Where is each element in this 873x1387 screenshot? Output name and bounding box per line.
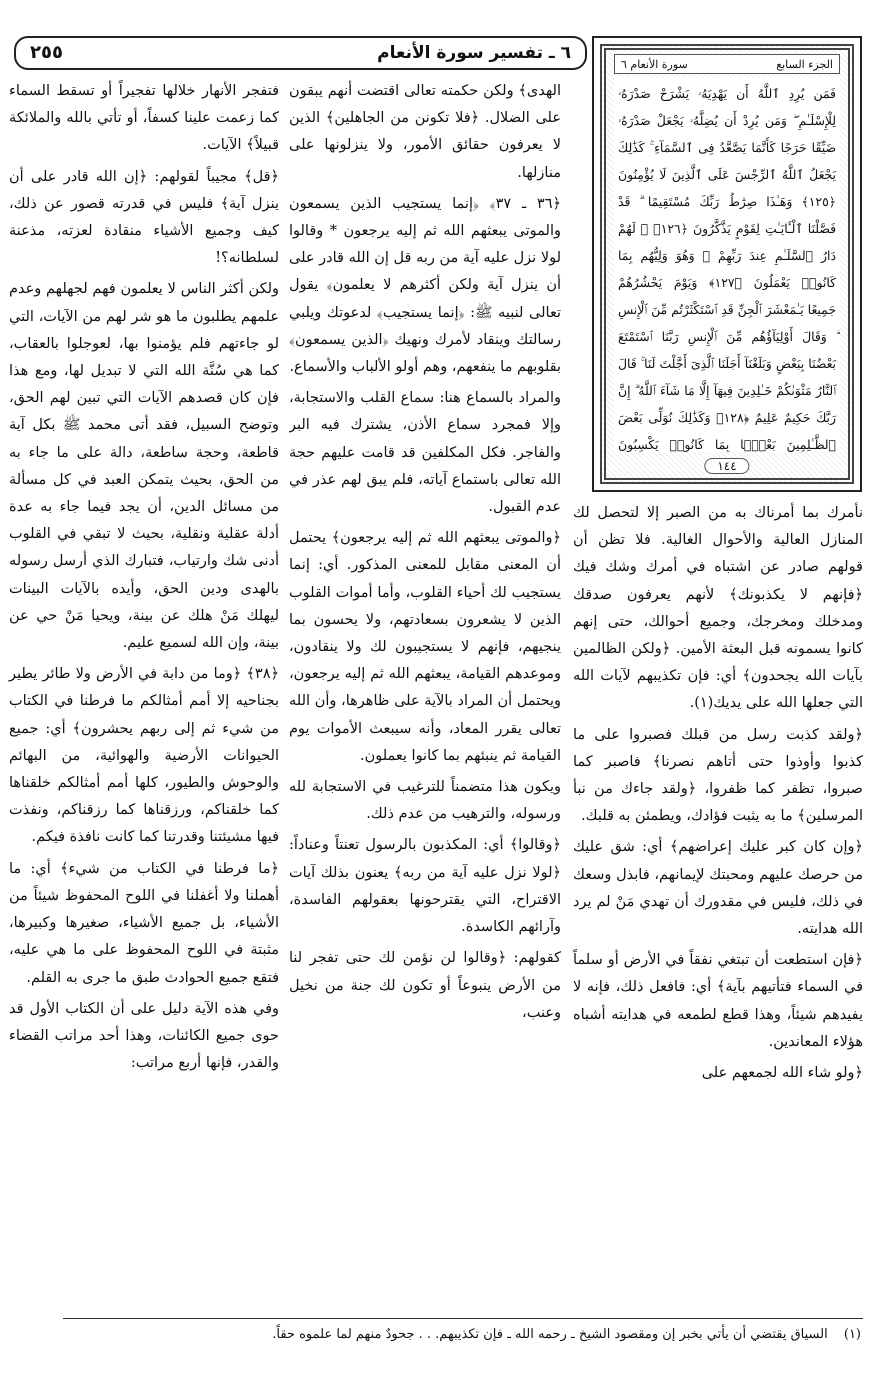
paragraph: فتفجر الأنهار خلالها تفجيراً أو تسقط السماء كما زعمت علينا كسفاً، أو تأتي بالله والملائكة قبيلاً﴾ الآيات.: [9, 83, 279, 154]
paragraph: ويكون هذا متضمناً للترغيب في الاستجابة لله ورسوله، والترهيب من عدم ذلك.: [289, 779, 561, 823]
paragraph: ﴿قل﴾ مجيباً لقولهم: ﴿إن الله قادر على أن ينزل آية﴾ فليس في قدرته قصور عن ذلك، كيف وجميع الأشياء منقادة لعزته، مذعنة لسلطانه؟!: [9, 168, 279, 267]
paragraph: ﴿٣٨﴾ ﴿وما من دابة في الأرض ولا طائر يطير بجناحيه إلا أمم أمثالكم ما فرطنا في الكتاب من شيء ثم إلى ربهم يحشرون﴾ أي: جميع الحيوانات الأرضية والهوائية، من البهائم والوحوش والطيور، كلها أمم أمثالكم خلقناها كما خلقناكم، ورزقناها كما رزقناكم، ونفذت فيها مشيئتنا وقدرتنا كما كانت نافذة فيكم.: [9, 666, 279, 846]
paragraph: ﴿ولو شاء الله لجمعهم على: [701, 1065, 863, 1082]
paragraph: ﴿والموتى يبعثهم الله ثم إليه يرجعون﴾ يحتمل أن المعنى مقابل للمعنى المذكور. أي: إنما يستجيب لك أحياء القلوب، وأما أموات القلوب الذين لا يشعرون بسعادتهم، ولا يحسون بما ينجيهم، فإنهم لا يستجيبون لك ولا ينقادون، وموعدهم القيامة، يبعثهم الله ثم إليه يرجعون، ويحتمل أن المراد بالآية على ظاهرها، وأن الله تعالى يقرر المعاد، وأنه سيبعث الأموات يوم القيامة ثم ينبئهم بما كانوا يعملون.: [289, 530, 561, 764]
mushaf-page-number: ١٤٤: [704, 458, 749, 474]
paragraph: ﴿وإن كان كبر عليك إعراضهم﴾ أي: شق عليك من حرصك عليهم ومحبتك لإيمانهم، فابذل وسعك في ذلك، فليس في مقدورك أن تهدي مَنْ لم يرد الله هدايته.: [573, 839, 863, 938]
column-right: [573, 500, 863, 1272]
footnote-number: (١): [843, 1327, 861, 1342]
page-number: ٢٥٥: [30, 42, 63, 63]
footnote-text: السياق يقتضي أن يأتي بخبر إن ومقصود الشيخ ـ رحمه الله ـ فإن تكذيبهم. . . جحودٌ منهم لما علموه حقاً.: [272, 1327, 828, 1342]
running-title: ٦ ـ تفسير سورة الأنعام: [377, 43, 571, 63]
paragraph: الهدى﴾ ولكن حكمته تعالى اقتضت أنهم يبقون على الضلال. ﴿فلا تكونن من الجاهلين﴾ الذين لا يعرفون حقائق الأمور، ولا ينزلونها على منازلها.: [289, 83, 561, 181]
quran-ornamental-border: [600, 44, 854, 484]
column-left: [1, 78, 279, 1272]
paragraph: والمراد بالسماع هنا: سماع القلب والاستجابة، وإلا فمجرد سماع الأذن، يشترك فيه البر والفاجر. فكل المكلفين قد قامت عليهم حجة الله تعالى باستماع آياته، فلم يبق لهم عذر في عدم القبول.: [289, 390, 561, 516]
paragraph: نأمرك بما أمرناك به من الصبر إلا لتحصل لك المنازل العالية والأحوال الغالية. فلا تظن أن قولهم صادر عن اشتباه في أمرك وشك فيك ﴿فإنهم لا يكذبونك﴾ لأنهم يعرفون صدقك ومدخلك ومخرجك، وجميع أحوالك، حتى إنهم كانوا يسمونه قبل البعثة الأمين. ﴿ولكن الظالمين بآيات الله يجحدون﴾ أي: فإن تكذيبهم لآيات الله التي جعلها الله على يديك(١).: [573, 505, 863, 712]
paragraph: ﴿ولقد كذبت رسل من قبلك فصبروا على ما كذبوا وأوذوا حتى أتاهم نصرنا﴾ فاصبر كما صبروا، تظفر كما ظفروا، ﴿ولقد جاءك من نبأ المرسلين﴾ ما به يثبت فؤادك، ويطمئن به قلبك.: [573, 726, 863, 825]
page-header: [14, 36, 587, 70]
column-middle: [289, 78, 561, 1272]
paragraph: ﴿ما فرطنا في الكتاب من شيء﴾ أي: ما أهملنا ولا أغفلنا في اللوح المحفوظ شيئاً من الأشياء، بل جميع الأشياء، صغيرها وكبيرها، مثبتة في اللوح المحفوظ على ما هي عليه، فتقع جميع الحوادث طبق ما جرى به القلم.: [9, 860, 279, 986]
quran-verses: فَمَن يُرِدِ ٱللَّهُ أَن يَهْدِيَهُۥ يَشْرَحْ صَدْرَهُۥ لِلْإِسْلَـٰمِ ۖ وَمَن يُرِدْ أَن يُضِلَّهُۥ يَجْعَلْ صَدْرَهُۥ ضَيِّقًا حَرَجًا كَأَنَّمَا يَصَّعَّدُ فِى ٱلسَّمَآءِ ۚ كَذَٰلِكَ يَجْعَلُ ٱللَّهُ ٱلرِّجْسَ عَلَى ٱلَّذِينَ لَا يُؤْمِنُونَ ﴿١٢٥﴾ وَهَـٰذَا صِرَٰطُ رَبِّكَ مُسْتَقِيمًا ۗ قَدْ فَصَّلْنَا ٱلْـَٔايَـٰتِ لِقَوْمٍ يَذَّكَّرُونَ ﴿١٢٦﴾ ۞ لَهُمْ دَارُ ٱلسَّلَـٰمِ عِندَ رَبِّهِمْ ۖ وَهُوَ وَلِيُّهُم بِمَا كَانُوا۟ يَعْمَلُونَ ﴿١٢٧﴾ وَيَوْمَ يَحْشُرُهُمْ جَمِيعًا يَـٰمَعْشَرَ ٱلْجِنِّ قَدِ ٱسْتَكْثَرْتُم مِّنَ ٱلْإِنسِ ۖ وَقَالَ أَوْلِيَآؤُهُم مِّنَ ٱلْإِنسِ رَبَّنَا ٱسْتَمْتَعَ بَعْضُنَا بِبَعْضٍ وَبَلَغْنَآ أَجَلَنَا ٱلَّذِىٓ أَجَّلْتَ لَنَا ۚ قَالَ ٱلنَّارُ مَثْوَىٰكُمْ خَـٰلِدِينَ فِيهَآ إِلَّا مَا شَآءَ ٱللَّهُ ۗ إِنَّ رَبَّكَ حَكِيمٌ عَلِيمٌ ﴿١٢٨﴾ وَكَذَٰلِكَ نُوَلِّى بَعْضَ ٱلظَّـٰلِمِينَ بَعْضًۢا بِمَا كَانُوا۟ يَكْسِبُونَ: [614, 78, 840, 452]
paragraph: ﴿وقالوا﴾ أي: المكذبون بالرسول تعنتاً وعناداً: ﴿لولا نزل عليه آية من ربه﴾ يعنون بذلك آيات الاقتراح، التي يقترحونها بعقولهم الفاسدة، وآرائهم الكاسدة.: [289, 837, 561, 936]
quran-text-box: [592, 36, 862, 492]
quran-box-header: [614, 54, 840, 74]
footnote: [41, 1325, 861, 1345]
paragraph: وفي هذه الآية دليل على أن الكتاب الأول قد حوى جميع الكائنات، وهذا أحد مراتب القضاء والقدر، فإنها أربع مراتب:: [9, 1000, 279, 1072]
paragraph: كقولهم: ﴿وقالوا لن نؤمن لك حتى تفجر لنا من الأرض ينبوعاً أو تكون لك جنة من نخيل وعنب،: [289, 950, 561, 1021]
paragraph: ﴿فإن استطعت أن تبتغي نفقاً في الأرض أو سلماً في السماء فتأتيهم بآية﴾ أي: فافعل ذلك، فإنه لا يفيدهم شيئاً، وهذا قطع لطمعه في هدايته أشباه هؤلاء المعاندين.: [573, 952, 863, 1050]
paragraph: ولكن أكثر الناس لا يعلمون فهم لجهلهم وعدم علمهم يطلبون ما هو شر لهم من الآيات، التي لو جاءتهم فلم يؤمنوا بها، لعوجلوا بالعقاب، كما هي سُنَّة الله التي لا تبديل لها، ومع هذا فإن كان قصدهم الآيات التي تبين لهم الحق، وتوضح السبيل، فقد أتى محمد ﷺ بكل آية قاطعة، وحجة ساطعة، دالة على ما جاء به من الحق، بحيث يتمكن العبد في كل مسألة من مسائل الدين، أن يجد فيما جاء به عدة أدلة عقلية ونقلية، بحيث لا تبقي في القلوب أدنى شك وارتياب، فتبارك الذي أرسل رسوله بالهدى ودين الحق، وأيده بالآيات البينات ليهلك مَنْ هلك عن بينة، ويحيا مَنْ حي عن بينة، وإن الله لسميع عليم.: [9, 281, 279, 652]
footnote-divider: [63, 1318, 863, 1319]
paragraph: ﴿٣٦ ـ ٣٧﴾ ﴿إنما يستجيب الذين يسمعون والموتى يبعثهم الله ثم إليه يرجعون * وقالوا لولا نزل عليه آية من ربه قل إن الله قادر على أن ينزل آية ولكن أكثرهم لا يعلمون﴾ يقول تعالى لنبيه ﷺ: ﴿إنما يستجيب﴾ لدعوتك ويلبي رسالتك وينقاد لأمرك ونهيك ﴿الذين يسمعون﴾ بقلوبهم ما ينفعهم، وهم أولو الألباب والأسماع.: [289, 195, 561, 376]
juz-label: الجزء السابع: [776, 57, 833, 71]
surah-label: سورة الأنعام ٦: [621, 57, 688, 71]
